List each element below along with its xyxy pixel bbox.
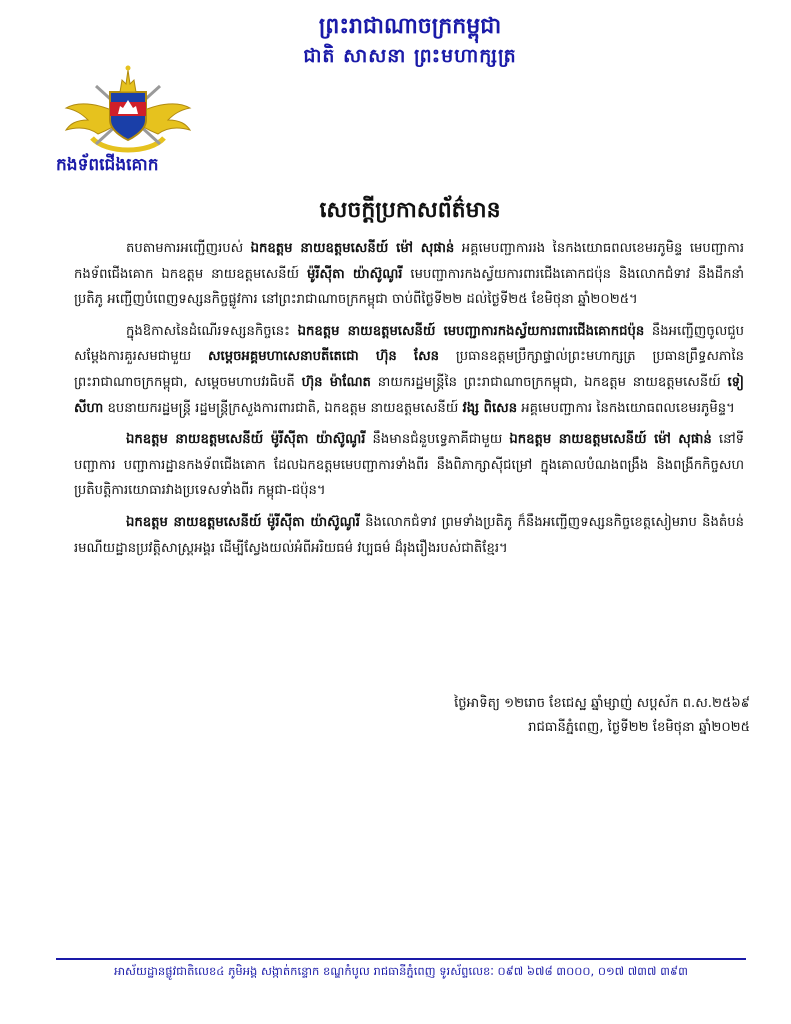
national-motto: ជាតិ សាសនា ព្រះមហាក្សត្រ xyxy=(303,45,517,67)
emblem-crown-jewel xyxy=(126,66,131,71)
document-title: សេចក្ដីប្រកាសព័ត៌មាន xyxy=(319,197,501,223)
text-run: ឧបនាយករដ្ឋមន្ត្រី រដ្ឋមន្ត្រីក្រសួងការពារជាតិ, ឯកឧត្តម នាយឧត្តមសេនីយ៍ xyxy=(103,400,463,416)
text-run: នឹងអញ្ជើញចូលជួបសម្ដែងការគួរសមជាមួយ xyxy=(74,323,744,365)
text-run: អគ្គមេបញ្ជាការរង នៃកងយោធពលខេមរភូមិន្ទ មេបញ្ជាការកងទ័ពជើងគោក ឯកឧត្តម នាយឧត្តមសេនីយ៍ xyxy=(74,241,745,282)
footer-address: អាស័យដ្ឋានផ្លូវជាតិលេខ៤ ភូមិអង្គ សង្កាត់កន្ទោក ខណ្ឌកំបូល រាជធានីភ្នំពេញ ទូរស័ព្ទលេខៈ ០៩៧ ៦៧៨ ៣០០០, ០១៧ ៧៣៧ ៣៩៣ xyxy=(114,964,688,978)
bold-text-run: ឯកឧត្តម នាយឧត្តមសេនីយ៍ ម៉ូរីស៊ីតា យ៉ាស៊ូណូរី xyxy=(126,514,360,530)
text-run: នឹងមានជំនួបទ្វេភាគីជាមួយ xyxy=(365,432,510,448)
bold-text-run: សម្ដេចអគ្គមហាសេនាបតីតេជោ ហ៊ុន សែន xyxy=(207,349,440,365)
bold-text-run: ឯកឧត្តម នាយឧត្តមសេនីយ៍ ម៉ៅ សុផាន់ xyxy=(250,241,455,256)
paragraph xyxy=(74,510,744,561)
bold-text-run: ឯកឧត្តម នាយឧត្តមសេនីយ៍ មេបញ្ជាការកងស្វ័យការពារជើងគោកជប៉ុន xyxy=(297,323,645,339)
bold-text-run: ទៀ សីហា xyxy=(74,374,744,416)
footer-divider xyxy=(56,958,746,960)
document-body xyxy=(74,236,744,567)
text-run: ក្នុងឱកាសនៃដំណើរទស្សនកិច្ចនេះ xyxy=(126,323,298,339)
text-run: អគ្គមេបញ្ជាការ នៃកងយោធពលខេមរភូមិន្ទ។ xyxy=(517,400,735,416)
paragraph xyxy=(74,319,744,421)
army-emblem-icon xyxy=(62,64,194,156)
bold-text-run: វង្ស ពិសេន xyxy=(462,400,518,416)
solar-date: រាជធានីភ្នំពេញ, ថ្ងៃទី២២ ខែមិថុនា ឆ្នាំ២០២៥ xyxy=(528,720,750,735)
text-run: និងលោកជំទាវ ព្រមទាំងប្រតិភូ ក៏នឹងអញ្ជើញទស្សនកិច្ចខេត្តសៀមរាប និងតំបន់រមណីយដ្ឋានប្រវត្តិសាស្ត្រអង្គរ ដើម្បីស្វែងយល់អំពីអរិយធម៌ វប្បធម៌ ដ៏រុងរឿងរបស់ជាតិខ្មែរ។ xyxy=(74,514,745,556)
text-run: នៅទីបញ្ជាការ បញ្ជាការដ្ឋានកងទ័ពជើងគោក ដែលឯកឧត្តមមេបញ្ជាការទាំងពីរ នឹងពិភាក្សាស៊ីជម្រៅ ក្នុងគោលបំណងពង្រឹង និងពង្រីកកិច្ចសហប្រតិបត្តិការយោធារវាងប្រទេសទាំងពីរ កម្ពុជា-ជប៉ុន។ xyxy=(74,432,744,499)
text-run: នាយករដ្ឋមន្ត្រីនៃ ព្រះរាជាណាចក្រកម្ពុជា, ឯកឧត្តម នាយឧត្តមសេនីយ៍ xyxy=(370,374,728,390)
bold-text-run: ម៉ូរីស៊ីតា យ៉ាស៊ូណូរី xyxy=(270,432,366,448)
paragraph xyxy=(74,236,744,313)
text-run: មេបញ្ជាការកងស្វ័យការពារជើងគោកជប៉ុន និងលោកជំទាវ នឹងដឹកនាំប្រតិភូ អញ្ជើញបំពេញទស្សនកិច្ចផ្លូវការ នៅព្រះរាជាណាចក្រកម្ពុជា ចាប់ពីថ្ងៃទី២២ ដល់ថ្ងៃទី២៥ ខែមិថុនា ឆ្នាំ២០២៥។ xyxy=(74,266,745,308)
text-run: ប្រធានឧត្ដមប្រឹក្សាផ្ទាល់ព្រះមហាក្សត្រ ប្រធានព្រឹទ្ធសភានៃព្រះរាជាណាចក្រកម្ពុជា, សម្ដេចមហាបវរធិបតី xyxy=(74,349,745,390)
bold-text-run: ឯកឧត្តម នាយឧត្តមសេនីយ៍ xyxy=(126,432,271,448)
bold-text-run: ហ៊ុន ម៉ាណែត xyxy=(301,374,371,390)
unit-name: កងទ័ពជើងគោក xyxy=(56,155,159,175)
text-run: តបតាមការអញ្ជើញរបស់ xyxy=(126,241,251,256)
kingdom-name: ព្រះរាជាណាចក្រកម្ពុជា xyxy=(318,13,502,39)
paragraph xyxy=(74,427,744,504)
bold-text-run: ម៉ូរីស៊ីតា យ៉ាស៊ូណូរី xyxy=(306,266,403,282)
lunar-date: ថ្ងៃអាទិត្យ ១២រោច ខែជេស្ឋ ឆ្នាំម្សាញ់ សប្តស័ក ព.ស.២៥៦៩ xyxy=(454,696,750,711)
bold-text-run: ឯកឧត្តម នាយឧត្តមសេនីយ៍ ម៉ៅ សុផាន់ xyxy=(509,432,712,448)
emblem-crown xyxy=(120,70,136,92)
